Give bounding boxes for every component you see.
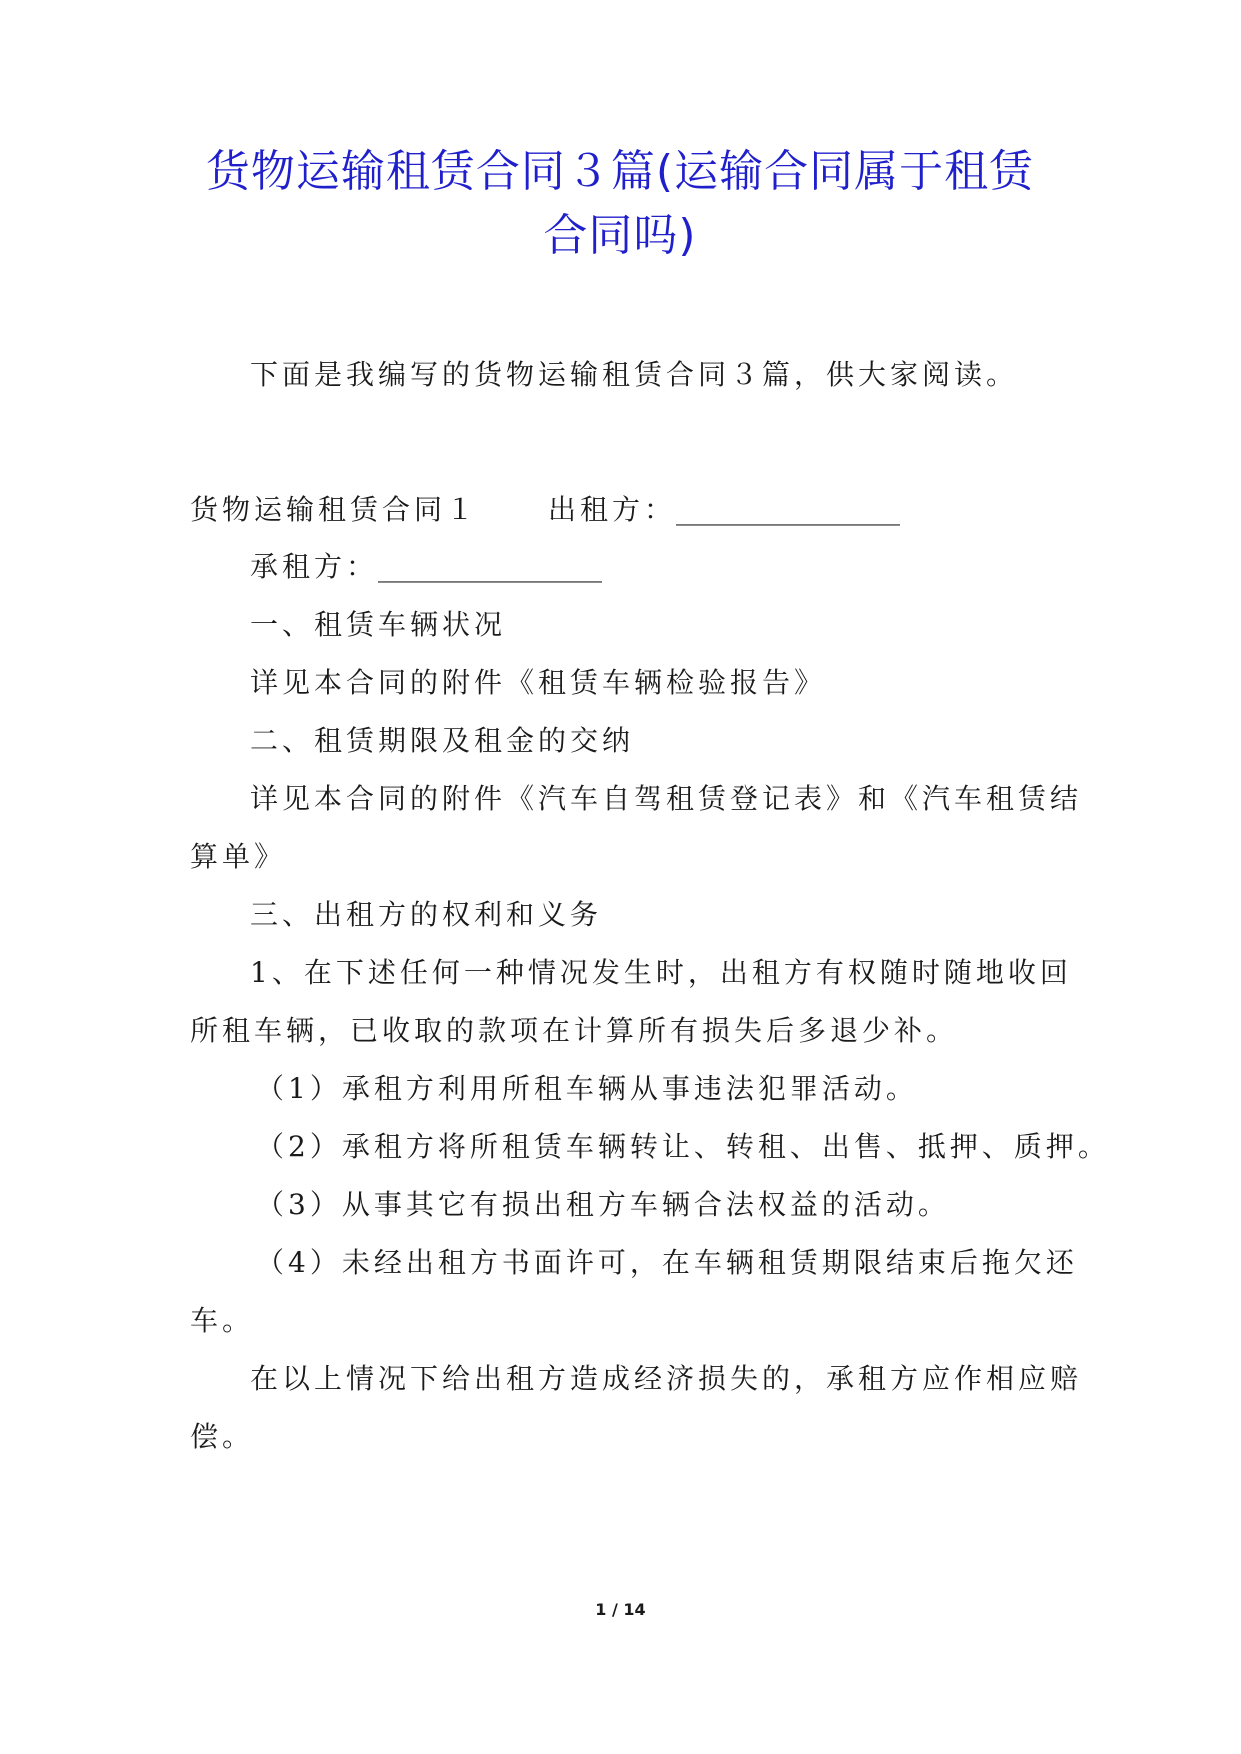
section-1-body: 详见本合同的附件《租赁车辆检验报告》 (250, 666, 827, 699)
page-number: 1 / 14 (595, 1600, 646, 1619)
lessee-row (250, 547, 602, 587)
section-3-note-line-2: 偿。 (190, 1420, 255, 1453)
section-3-heading: 三、出租方的权利和义务 (250, 898, 603, 931)
contract-heading: 货物运输租赁合同１ (190, 493, 479, 526)
section-2-heading: 二、租赁期限及租金的交纳 (250, 724, 635, 757)
section-3-sub-4-line-2: 车。 (190, 1304, 255, 1337)
title-line-2: 合同吗) (543, 210, 697, 261)
lessor-blank: ________________ (676, 493, 901, 526)
section-2-body-line-2: 算单》 (190, 840, 287, 873)
lessor-label: 出租方： (548, 493, 677, 526)
section-3-sub-3: （3）从事其它有损出租方车辆合法权益的活动。 (256, 1188, 950, 1221)
section-3-sub-2: （2）承租方将所租赁车辆转让、转租、出售、抵押、质押。 (256, 1130, 1110, 1163)
section-3-item-1-line-1: 1、在下述任何一种情况发生时，出租方有权随时随地收回 (250, 956, 1072, 989)
section-1-heading: 一、租赁车辆状况 (250, 608, 507, 641)
intro-paragraph: 下面是我编写的货物运输租赁合同３篇，供大家阅读。 (250, 358, 1019, 391)
title-line-1: 货物运输租赁合同３篇(运输合同属于租赁 (205, 146, 1035, 197)
lessee-blank: ________________ (378, 550, 603, 583)
lessee-label: 承租方： (250, 550, 379, 583)
document-title (150, 140, 1090, 268)
contract-heading-row (190, 490, 900, 530)
section-2-body-line-1: 详见本合同的附件《汽车自驾租赁登记表》和《汽车租赁结 (250, 782, 1083, 815)
section-3-sub-1: （1）承租方利用所租车辆从事违法犯罪活动。 (256, 1072, 918, 1105)
section-3-sub-4-line-1: （4）未经出租方书面许可，在车辆租赁期限结束后拖欠还 (256, 1246, 1078, 1279)
section-3-item-1-line-2: 所租车辆，已收取的款项在计算所有损失后多退少补。 (190, 1014, 959, 1047)
section-3-note-line-1: 在以上情况下给出租方造成经济损失的，承租方应作相应赔 (250, 1362, 1083, 1395)
